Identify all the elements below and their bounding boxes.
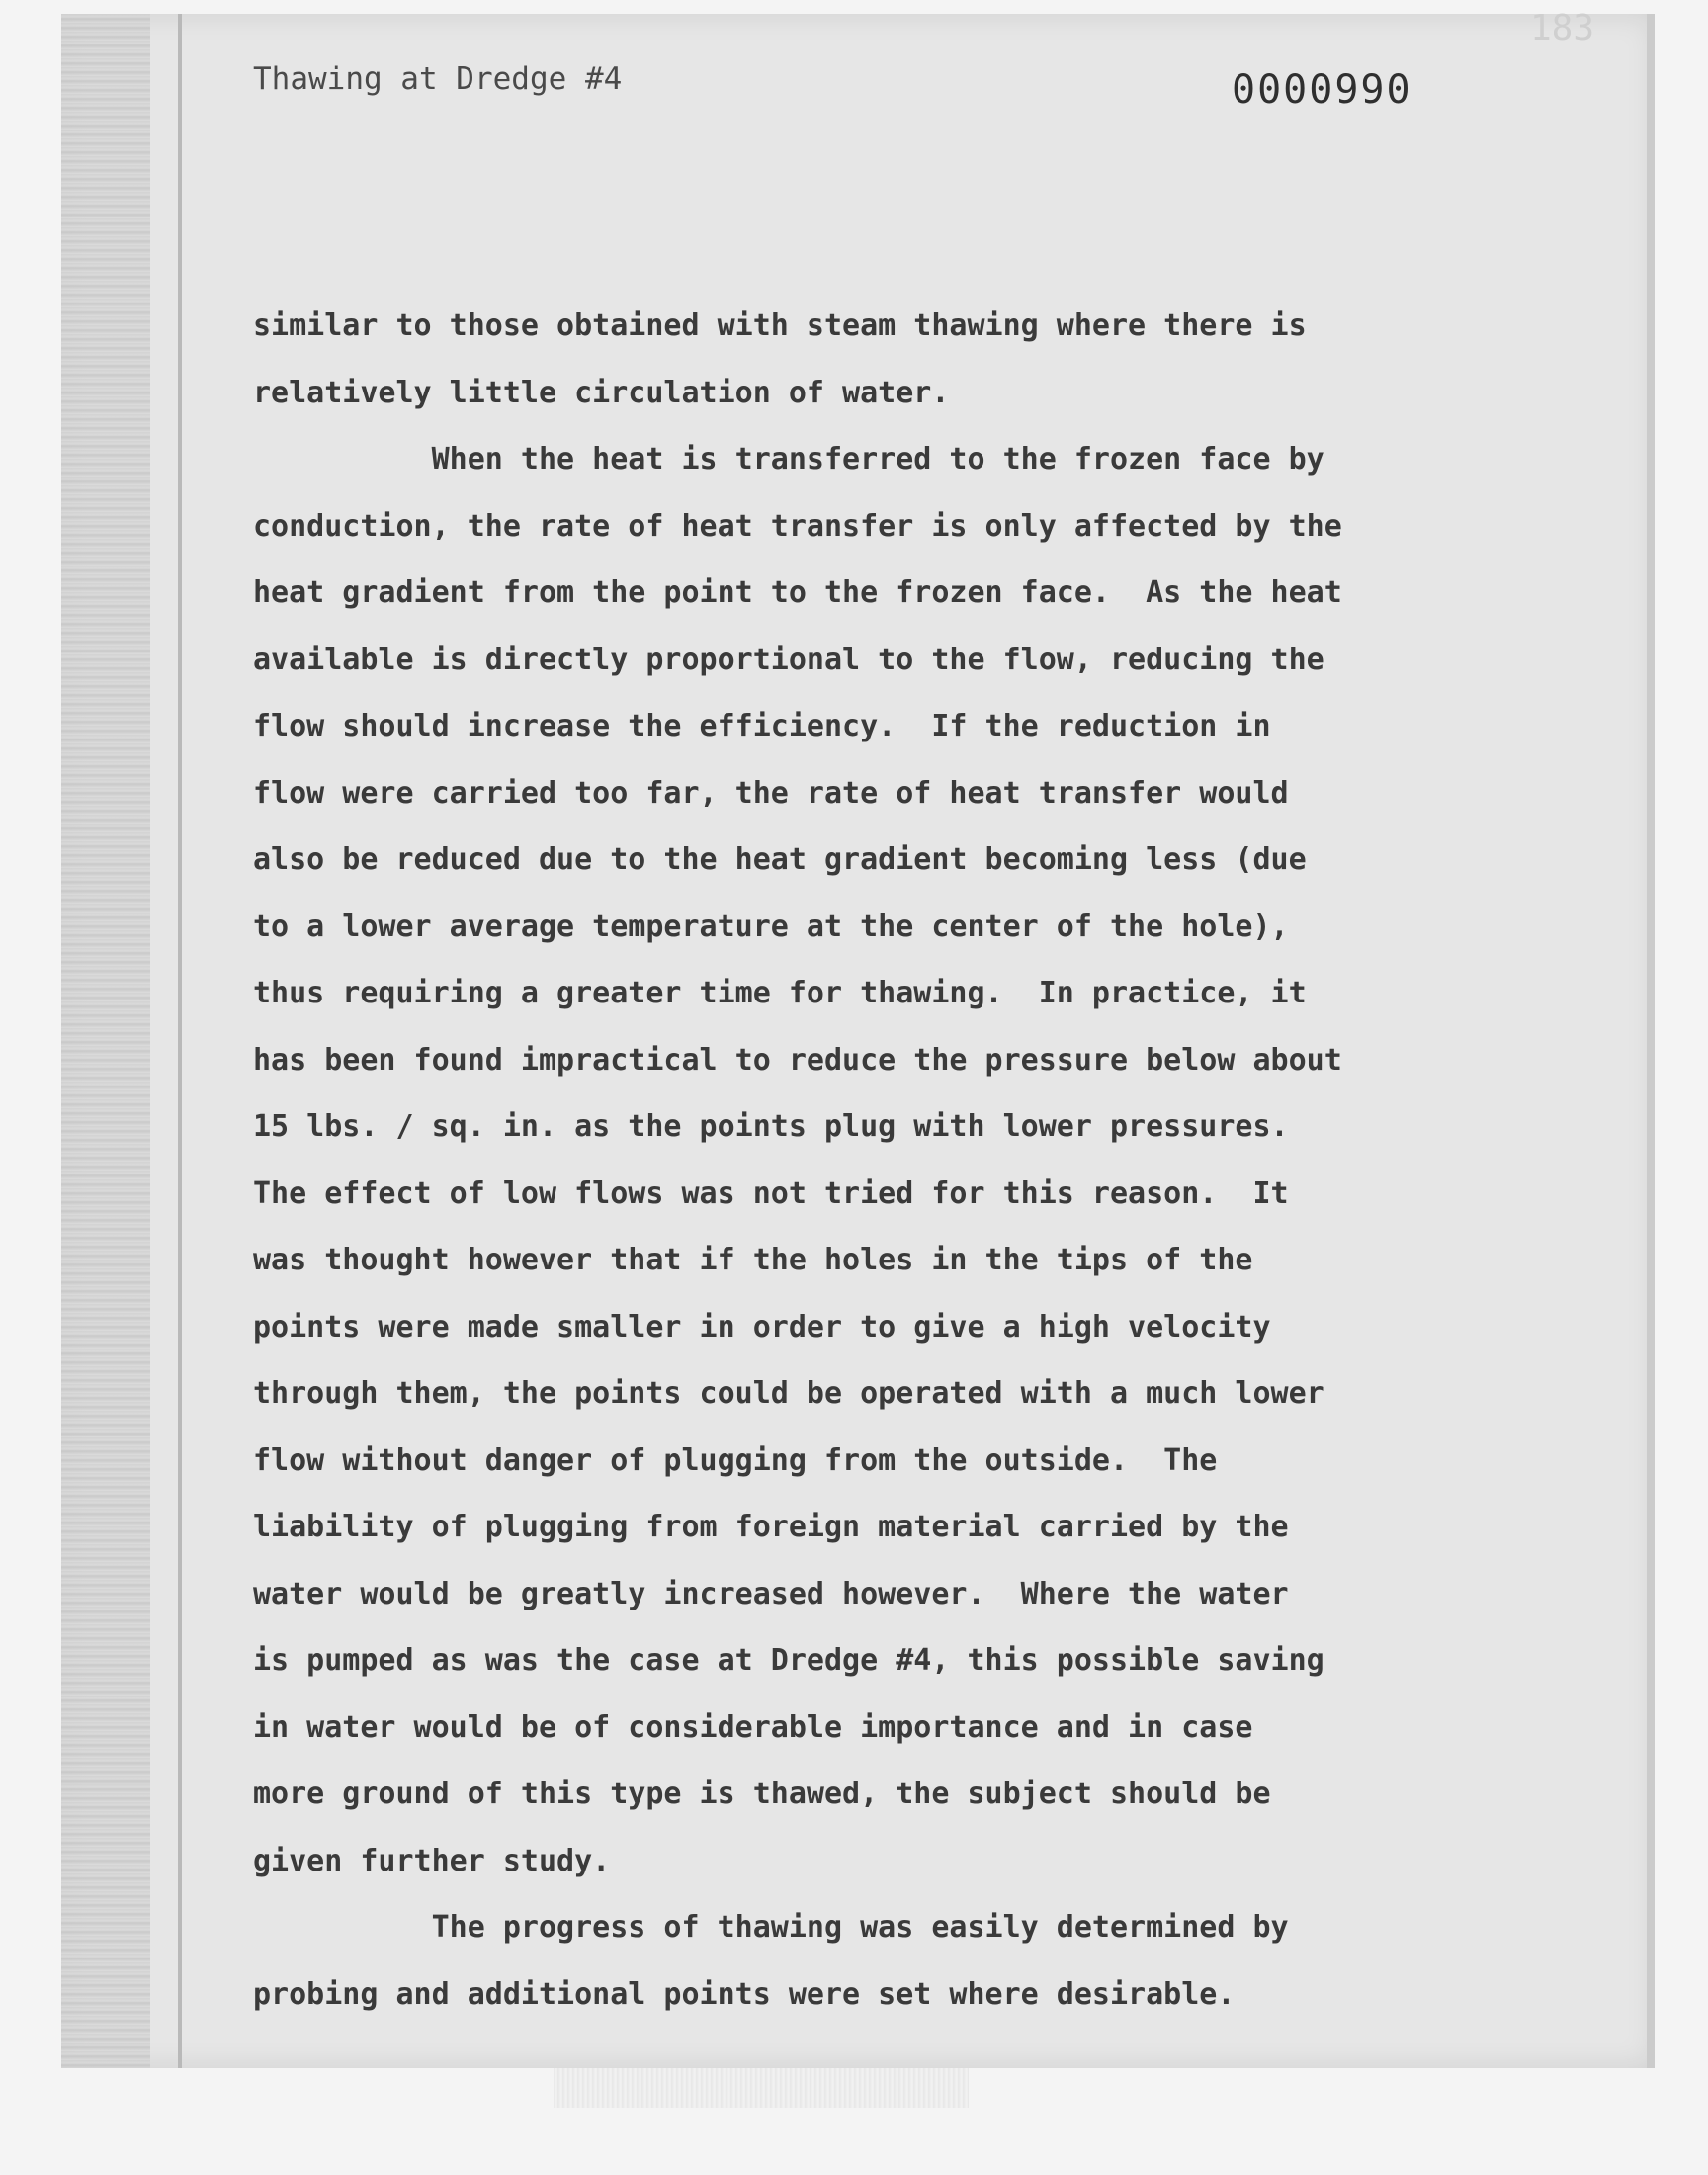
document-header-title: Thawing at Dredge #4 — [253, 61, 623, 97]
binding-line — [178, 14, 182, 2068]
corner-page-mark: 183 — [1530, 8, 1595, 48]
document-page-number: 0000990 — [1232, 67, 1412, 113]
scan-artifact — [554, 2068, 969, 2108]
text-line: given further study. — [253, 1843, 611, 1878]
text-line: in water would be of considerable importance and in case — [253, 1709, 1253, 1745]
text-line: has been found impractical to reduce the pressure below about — [253, 1042, 1342, 1078]
text-line: to a lower average temperature at the center of the hole), — [253, 909, 1289, 944]
text-line: liability of plugging from foreign material carried by the — [253, 1510, 1289, 1544]
text-line: probing and additional points were set where desirable. — [253, 1976, 1236, 2012]
text-line: points were made smaller in order to give a high velocity — [253, 1309, 1271, 1345]
text-line: flow were carried too far, the rate of heat transfer would — [253, 775, 1289, 811]
text-line: The progress of thawing was easily determined by — [253, 1910, 1289, 1945]
text-line: available is directly proportional to the flow, reducing the — [253, 642, 1324, 677]
text-line: more ground of this type is thawed, the subject should be — [253, 1777, 1271, 1811]
text-line: 15 lbs. / sq. in. as the points plug with lower pressures. — [253, 1109, 1289, 1144]
text-line: similar to those obtained with steam thawing where there is — [253, 308, 1307, 343]
text-line: heat gradient from the point to the frozen face. As the heat — [253, 575, 1342, 610]
text-line: water would be greatly increased however. Where the water — [253, 1576, 1289, 1611]
text-line: conduction, the rate of heat transfer is only affected by the — [253, 508, 1342, 544]
text-line: is pumped as was the case at Dredge #4, this possible saving — [253, 1643, 1324, 1678]
text-line: thus requiring a greater time for thawing. In practice, it — [253, 976, 1307, 1010]
text-line: also be reduced due to the heat gradient becoming less (due — [253, 842, 1307, 877]
document-body — [253, 293, 1498, 2028]
text-line: flow should increase the efficiency. If the reduction in — [253, 709, 1271, 743]
text-line: The effect of low flows was not tried for this reason. It — [253, 1175, 1289, 1211]
text-line: When the heat is transferred to the frozen face by — [253, 442, 1324, 477]
text-line: relatively little circulation of water. — [253, 375, 950, 410]
text-line: was thought however that if the holes in the tips of the — [253, 1243, 1253, 1277]
page-right-edge — [1647, 14, 1655, 2068]
binding-edge — [61, 14, 150, 2068]
text-line: flow without danger of plugging from the outside. The — [253, 1442, 1218, 1478]
text-line: through them, the points could be operated with a much lower — [253, 1376, 1324, 1411]
